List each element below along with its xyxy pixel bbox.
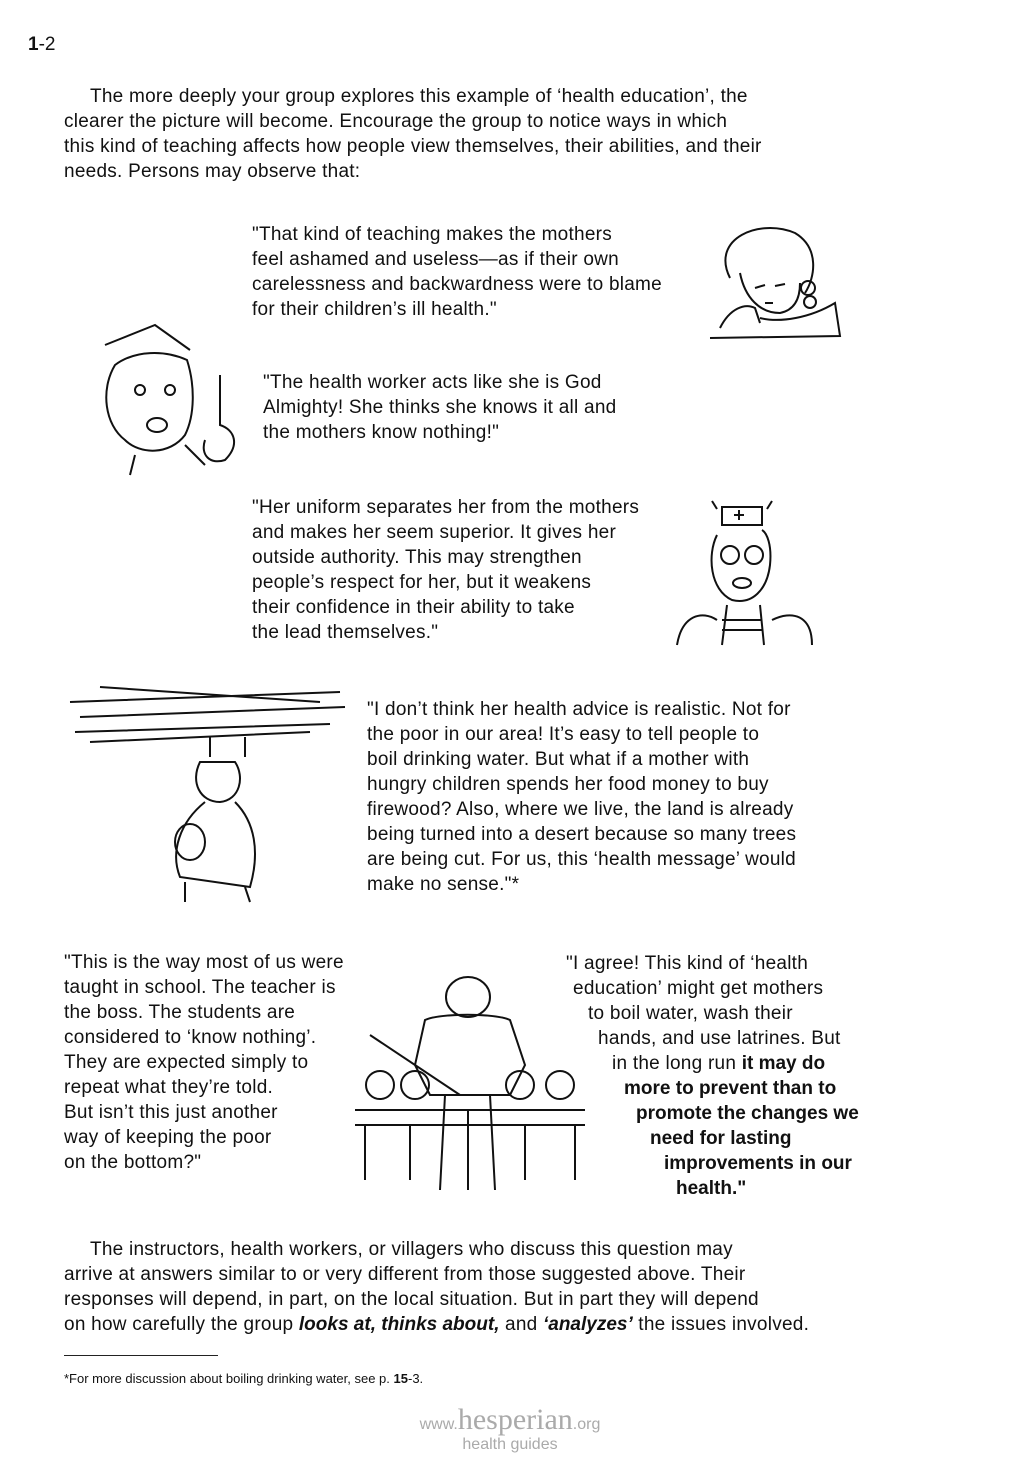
watermark-prefix: www.: [419, 1416, 458, 1433]
text-line: [612, 1052, 825, 1076]
text-line: "Her uniform separates her from the mothers: [252, 497, 640, 518]
text-line: They are expected simply to: [64, 1052, 309, 1073]
text-line: hungry children spends her food money to buy: [367, 774, 769, 795]
text-line: Almighty! She thinks she knows it all and: [263, 397, 617, 418]
text-line: taught in school. The teacher is: [64, 977, 336, 998]
text-line: being turned into a desert because so many trees: [367, 824, 797, 845]
watermark-suffix: .org: [572, 1416, 601, 1433]
text-segment: on how carefully the group: [64, 1314, 299, 1335]
watermark-subtitle: health guides: [462, 1436, 558, 1453]
text-line: the boss. The students are: [64, 1002, 296, 1023]
watermark-name: hesperian: [457, 1403, 573, 1436]
text-segment: in the long run: [612, 1053, 742, 1074]
text-line: people’s respect for her, but it weakens: [252, 572, 592, 593]
text-line: responses will depend, in part, on the local situation. But in part they will depend: [64, 1289, 759, 1310]
text-line: way of keeping the poor: [64, 1127, 272, 1148]
text-line: repeat what they’re told.: [64, 1077, 274, 1098]
emphasis-text: looks at, thinks about,: [298, 1314, 500, 1335]
page-number: [28, 34, 55, 56]
text-line: hands, and use latrines. But: [598, 1028, 841, 1049]
text-line: outside authority. This may strengthen: [252, 547, 582, 568]
text-line: and makes her seem superior. It gives her: [252, 522, 617, 543]
text-line: the lead themselves.": [252, 622, 439, 643]
uniformed-nurse-illustration: [672, 495, 827, 655]
text-line: The more deeply your group explores this example of ‘health education’, the: [90, 86, 748, 107]
emphasis-text: it may do: [741, 1053, 826, 1074]
text-line: on the bottom?": [64, 1152, 202, 1173]
text-line: clearer the picture will become. Encourage the group to notice ways in which: [64, 111, 728, 132]
text-line: feel ashamed and useless—as if their own: [252, 249, 619, 270]
text-segment: and: [499, 1314, 543, 1335]
text-line: "This is the way most of us were: [64, 952, 344, 973]
woman-carrying-firewood-illustration: [60, 662, 355, 907]
text-line: are being cut. For us, this ‘health message’ would: [367, 849, 796, 870]
emphasis-line: promote the changes we: [636, 1103, 859, 1124]
text-line: the poor in our area! It’s easy to tell people to: [367, 724, 760, 745]
text-line: education’ might get mothers: [573, 978, 824, 999]
emphasis-text: ‘analyzes’: [542, 1314, 633, 1335]
page-number-chapter: 1: [28, 34, 39, 55]
text-line: needs. Persons may observe that:: [64, 161, 361, 182]
footnote-ref-chapter[interactable]: 15: [393, 1371, 408, 1386]
page-number-page: -2: [38, 34, 56, 55]
teacher-and-students-illustration: [350, 975, 590, 1195]
hesperian-watermark: [390, 1404, 630, 1454]
text-line: The instructors, health workers, or villagers who discuss this question may: [90, 1239, 733, 1260]
text-line: [64, 1313, 809, 1337]
scolding-nurse-illustration: [95, 315, 245, 485]
text-line: this kind of teaching affects how people view themselves, their abilities, and their: [64, 136, 762, 157]
text-line: boil drinking water. But what if a mother with: [367, 749, 750, 770]
emphasis-line: improvements in our: [664, 1153, 852, 1174]
footnote-ref-page[interactable]: -3.: [407, 1371, 424, 1386]
text-line: carelessness and backwardness were to blame: [252, 274, 662, 295]
text-line: arrive at answers similar to or very different from those suggested above. Their: [64, 1264, 746, 1285]
text-line: "That kind of teaching makes the mothers: [252, 224, 612, 245]
text-line: But isn’t this just another: [64, 1102, 278, 1123]
emphasis-line: health.": [676, 1178, 747, 1199]
ashamed-mother-illustration: [700, 218, 850, 343]
footnote: [64, 1371, 423, 1386]
text-line: to boil water, wash their: [588, 1003, 793, 1024]
text-line: "I agree! This kind of ‘health: [566, 953, 809, 974]
text-line: firewood? Also, where we live, the land is already: [367, 799, 794, 820]
text-line: make no sense."*: [367, 874, 520, 895]
text-line: for their children’s ill health.": [252, 299, 497, 320]
watermark-main-line: [390, 1404, 630, 1436]
text-segment: the issues involved.: [632, 1314, 810, 1335]
emphasis-line: more to prevent than to: [624, 1078, 837, 1099]
footnote-divider: [64, 1355, 218, 1356]
text-line: "I don’t think her health advice is realistic. Not for: [367, 699, 791, 720]
text-line: "The health worker acts like she is God: [263, 372, 602, 393]
text-line: considered to ‘know nothing’.: [64, 1027, 317, 1048]
text-line: their confidence in their ability to take: [252, 597, 575, 618]
emphasis-line: need for lasting: [650, 1128, 792, 1149]
footnote-text: *For more discussion about boiling drinking water, see p.: [64, 1371, 394, 1386]
text-line: the mothers know nothing!": [263, 422, 500, 443]
